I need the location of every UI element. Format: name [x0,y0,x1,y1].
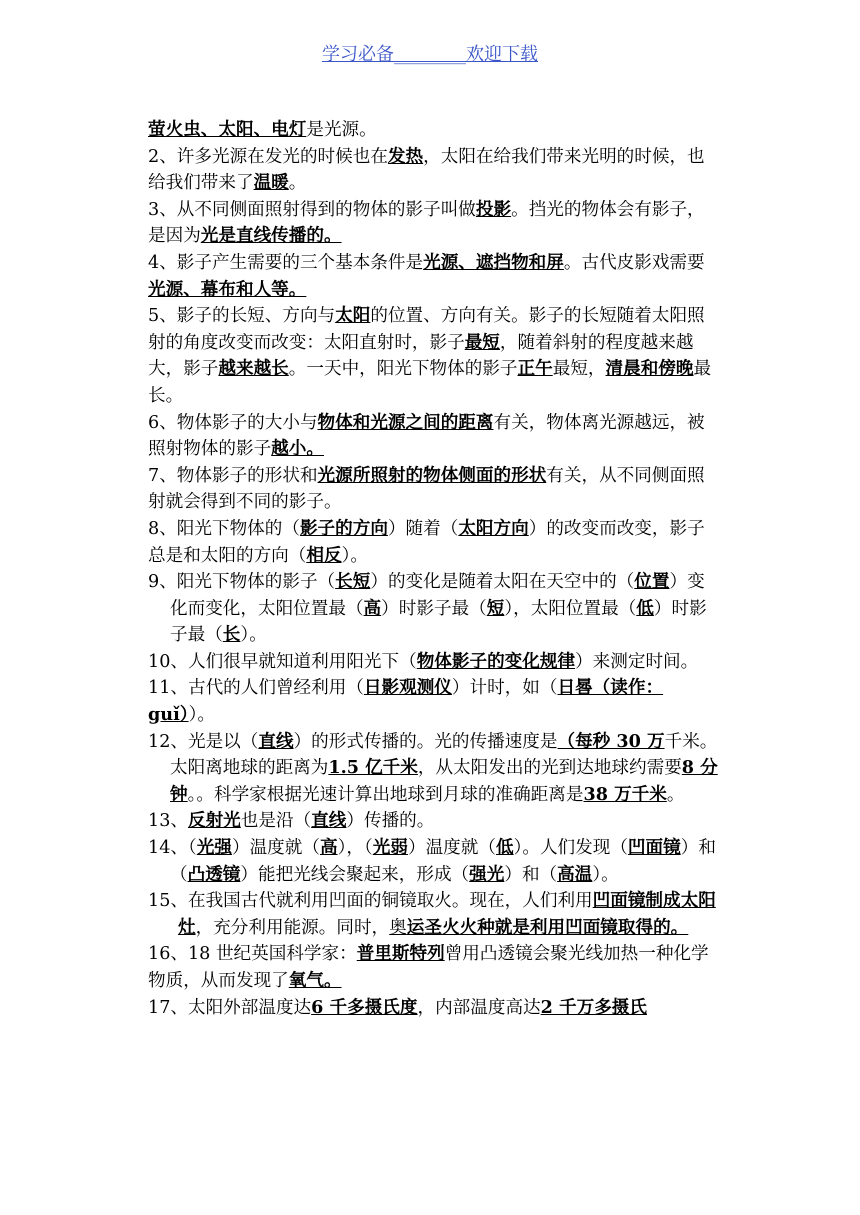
item-6 [148,410,718,463]
answer: 高温 [557,863,593,885]
answer: 反射光 [187,810,241,832]
text: ）来测定时间。 [575,651,699,672]
text: ），（ [337,838,373,859]
answer: 低 [636,597,654,619]
answer: 太阳 [335,305,371,327]
answer: 越来越长 [218,358,289,380]
answer: 清晨和傍晚 [605,358,694,380]
text: 的位置、方向有关。影子的长短随着太阳照射的角度改变而改变：太阳直射时，影子 [148,306,705,353]
answer: 凹面镜制成太阳灶 [178,890,716,938]
answer: 光源所照射的物体侧面的形状 [317,464,547,486]
answer: 光源、幕布和人等。 [148,278,307,300]
answer: 发热 [387,145,424,167]
answer: 凸透镜 [187,863,241,885]
text: 11、古代的人们曾经利用（ [148,678,364,699]
answer: 低 [495,837,514,859]
text: 5、影子的长短、方向与 [148,306,336,327]
text: ）的变化是随着太阳在天空中的（ [370,572,635,593]
answer: 短 [486,597,505,619]
text: ）。 [341,545,368,566]
item-15 [148,888,718,941]
text: 14、（ [148,838,197,859]
text: ）。 [240,625,267,646]
answer: 凹面镜 [627,837,681,859]
answer: 直线 [258,730,294,752]
answer: 直线 [311,810,347,832]
text: 6、物体影子的大小与 [148,412,318,433]
answer: 6 千多摄氏度 [311,996,418,1018]
answer: 萤火虫、太阳、电灯 [148,119,307,140]
answer: （每秒 30 万 [557,730,665,752]
text: ）和（ [170,838,716,885]
text: 2、许多光源在发光的时候也在 [148,146,388,167]
text: 3、从不同侧面照射得到的物体的影子叫做 [148,199,476,220]
text: 4、影子产生需要的三个基本条件是 [148,252,424,273]
answer: 光弱 [372,837,408,859]
text: ）时影子最（ [381,598,487,619]
answer: 长 [222,624,241,646]
text: ，从太阳发出的光到达地球约需要 [417,758,682,779]
text: ）。 [188,705,215,726]
header-left: 学习必备 [322,44,394,65]
answer: 2 千万多摄氏 [540,996,647,1018]
text: 有关，从不同侧面照射就会得到不同的影子。 [148,465,705,513]
answer: 光是直线传播的。 [200,225,342,247]
text: ）能把光线会聚起来，形成（ [240,864,470,885]
answer: 太阳方向 [458,517,529,539]
text: ）温度就（ [231,838,320,859]
text: ）。 [592,864,619,885]
item-0 [148,117,718,144]
text: 10、人们很早就知道利用阳光下（ [148,651,417,672]
answer: 影子的方向 [299,517,388,539]
text: 13、 [148,811,188,832]
answer: 越小。 [271,438,324,460]
text: 最长。 [148,359,712,406]
answer: 1.5 亿千米 [328,757,418,779]
item-8 [148,516,718,569]
text: 12、光是以（ [148,731,259,752]
underlined-text: 奥 [389,917,407,938]
text: ）随着（ [387,518,459,539]
answer: 8 分钟 [170,757,718,805]
item-13 [148,808,718,835]
answer: 光强 [196,837,232,859]
text: 曾用凸透镜会聚光线加热一种化学物质，从而发现了 [148,944,709,991]
text: 9、阳光下物体的影子（ [148,572,336,593]
text: 也是沿（ [240,811,312,832]
item-3 [148,197,718,250]
text: ），太阳位置最（ [504,598,637,619]
answer: 氧气。 [288,970,342,991]
document-body [148,117,718,1021]
text: ，充分利用能源。同时， [195,917,390,938]
answer: 日影观测仪 [363,677,452,699]
item-9 [148,569,718,649]
answer: 位置 [634,571,670,593]
header-right: 欢迎下载 [466,44,538,65]
answer: 物体影子的变化规律 [416,650,576,672]
item-12 [148,729,718,809]
text: 17、太阳外部温度达 [148,997,312,1018]
answer: 长短 [335,571,371,593]
text: 。 [666,784,685,805]
text: 。挡光的物体会有影子，是因为 [148,199,705,247]
text: 8、阳光下物体的（ [148,518,300,539]
text: ）和（ [504,864,558,885]
text: ，随着斜射的程度越来越大，影子 [148,332,694,380]
text: 。。科学家根据光速计算出地球到月球的准确距离是 [187,784,584,805]
item-4 [148,250,718,303]
text: 有关，物体离光源越远，被照射物体的影子 [148,412,705,460]
answer: 投影 [475,198,512,220]
text: 。一天中，阳光下物体的影子 [288,359,518,380]
item-10 [148,649,718,676]
text: 15、在我国古代就利用凹面的铜镜取火。现在，人们利用 [148,891,593,912]
answer: 38 万千米 [583,783,667,805]
item-5 [148,303,718,409]
text: 。 [288,173,307,194]
text: ，内部温度高达 [417,997,541,1018]
text: ）计时，如（ [451,678,558,699]
text: 7、物体影子的形状和 [148,465,318,486]
header-dashes: ________ [394,44,466,65]
text: 千米。太阳离地球的距离为 [170,731,718,779]
answer: 最短 [464,331,500,353]
item-14 [148,835,718,888]
text: ）变化而变化，太阳位置最（ [170,572,705,619]
text: ）温度就（ [407,838,496,859]
text: ）。人们发现（ [513,838,628,859]
text: ）的形式传播的。光的传播速度是 [293,731,558,752]
answer: 高 [363,597,382,619]
page-header [0,40,860,66]
text: ）的改变而改变，影子总是和太阳的方向（ [148,518,705,566]
answer: 温暖 [253,172,289,194]
item-11 [148,675,718,728]
text: 是光源。 [306,120,377,140]
answer: 强光 [469,863,505,885]
answer: 光源、遮挡物和屏 [423,251,564,273]
item-2 [148,144,718,197]
item-16 [148,941,718,994]
text: ）时影子最（ [170,598,707,646]
text: ，太阳在给我们带来光明的时候，也给我们带来了 [148,146,705,194]
answer: 物体和光源之间的距离 [317,411,494,433]
answer: 运圣火火种就是利用凹面镜取得的。 [406,916,689,938]
text: 。古代皮影戏需要 [563,252,705,273]
item-7 [148,463,718,516]
answer: 相反 [306,544,342,566]
answer: 正午 [517,358,553,380]
item-17 [148,995,718,1022]
answer: 日晷（读作：guǐ） [148,677,664,726]
answer: 普里斯特列 [356,943,445,965]
text: 16、18 世纪英国科学家： [148,944,357,965]
text: 最短， [552,359,606,380]
answer: 高 [319,837,338,859]
text: ）传播的。 [346,811,435,832]
